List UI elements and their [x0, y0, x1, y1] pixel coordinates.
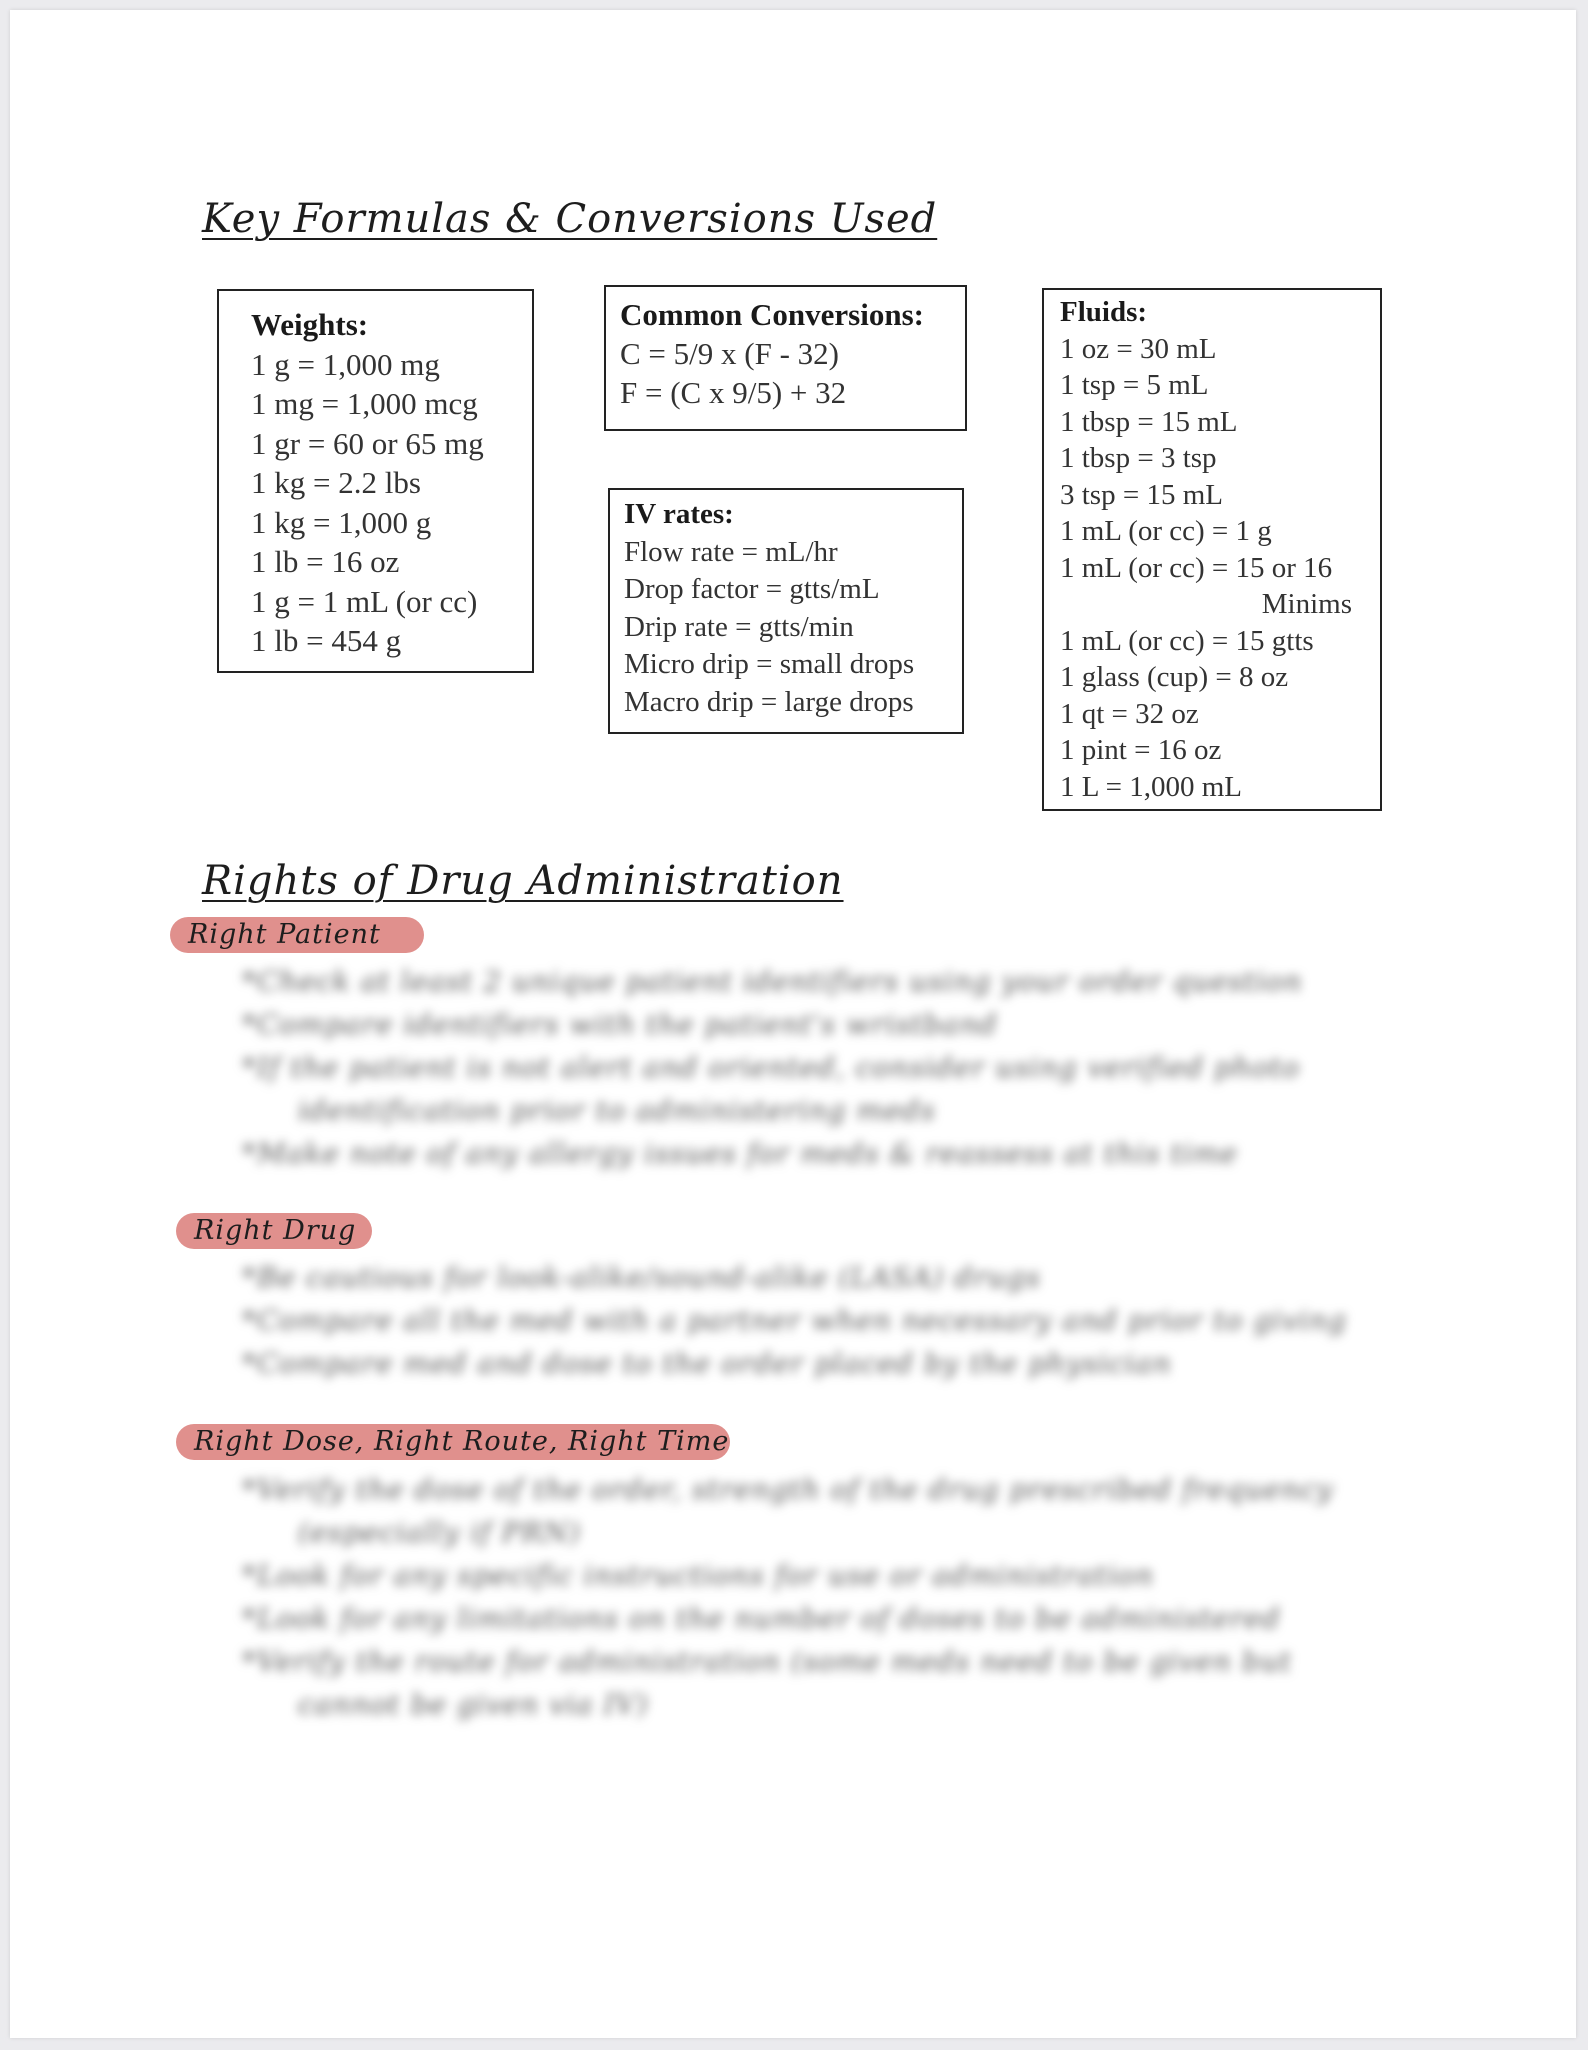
fluids-line: 1 oz = 30 mL	[1060, 332, 1217, 365]
note-line: *Verify the route for administration (some meds need to be given but	[242, 1645, 1293, 1678]
weights-line: 1 lb = 16 oz	[251, 544, 400, 579]
weights-heading: Weights:	[251, 307, 369, 342]
note-line: cannot be given via IV)	[298, 1688, 649, 1721]
fluids-line: 1 mL (or cc) = 15 gtts	[1060, 624, 1314, 657]
iv-line: Drop factor = gtts/mL	[624, 573, 880, 605]
note-line: (especially if PRN)	[298, 1516, 581, 1549]
fluids-line: 3 tsp = 15 mL	[1060, 478, 1223, 511]
fluids-line: 1 mL (or cc) = 1 g	[1060, 515, 1272, 547]
right-patient-notes	[242, 960, 1302, 1175]
weights-box	[217, 289, 534, 673]
iv-line: Drip rate = gtts/min	[624, 610, 854, 643]
iv-heading: IV rates:	[624, 498, 734, 530]
iv-line: Flow rate = mL/hr	[624, 535, 838, 568]
note-line: *Compare all the med with a partner when necessary and prior to giving	[242, 1304, 1347, 1337]
weights-line: 1 kg = 2.2 lbs	[251, 465, 421, 500]
note-line: *Be cautious for look-alike/sound-alike (LASA) drugs	[242, 1261, 1041, 1294]
note-line: *Verify the dose of the order, strength of the drug prescribed frequency	[242, 1473, 1334, 1506]
fluids-box	[1042, 288, 1382, 811]
right-drug-notes	[242, 1256, 1347, 1385]
weights-line: 1 gr = 60 or 65 mg	[251, 425, 484, 461]
weights-line: 1 kg = 1,000 g	[251, 504, 432, 540]
note-line: *Make note of any allergy issues for meds & reassess at this time	[242, 1137, 1238, 1170]
fluids-line: 1 tbsp = 15 mL	[1060, 405, 1238, 438]
fluids-line: 1 tsp = 5 mL	[1060, 369, 1209, 401]
common-heading: Common Conversions:	[620, 297, 924, 332]
fluids-line: 1 pint = 16 oz	[1060, 734, 1222, 766]
note-line: *Check at least 2 unique patient identifiers using your order question	[242, 965, 1303, 998]
weights-line: 1 mg = 1,000 mcg	[251, 386, 478, 421]
weights-line: 1 lb = 454 g	[251, 623, 402, 658]
fluids-heading: Fluids:	[1060, 296, 1148, 328]
iv-line: Macro drip = large drops	[624, 685, 914, 718]
note-line: identification prior to administering meds	[298, 1094, 936, 1127]
fluids-line: 1 glass (cup) = 8 oz	[1060, 661, 1289, 693]
formulas-title: Key Formulas & Conversions Used	[202, 196, 938, 242]
note-line: *Look for any limitations on the number of doses to be administered	[242, 1602, 1281, 1635]
right-dose-label: Right Dose, Right Route, Right Time	[176, 1424, 730, 1460]
iv-line: Micro drip = small drops	[624, 648, 915, 680]
iv-rates-box	[608, 488, 964, 734]
fluids-line: 1 mL (or cc) = 15 or 16	[1060, 551, 1333, 584]
fluids-line: Minims	[1261, 588, 1352, 620]
common-conversions-box	[604, 285, 967, 431]
note-line: *Look for any specific instructions for use or administration	[242, 1559, 1155, 1592]
right-drug-label: Right Drug	[176, 1213, 372, 1249]
document-page	[10, 10, 1576, 2038]
weights-line: 1 g = 1 mL (or cc)	[251, 583, 478, 619]
rights-title: Rights of Drug Administration	[202, 858, 844, 904]
right-patient-label: Right Patient	[170, 917, 424, 953]
common-line: C = 5/9 x (F - 32)	[620, 336, 839, 371]
weights-line: 1 g = 1,000 mg	[251, 346, 440, 382]
common-line: F = (C x 9/5) + 32	[620, 375, 847, 410]
fluids-line: 1 tbsp = 3 tsp	[1060, 442, 1217, 474]
note-line: *Compare identifiers with the patient's wristband	[242, 1008, 998, 1041]
note-line: *Compare med and dose to the order placed by the physician	[242, 1347, 1172, 1380]
fluids-line: 1 L = 1,000 mL	[1060, 770, 1243, 803]
note-line: *If the patient is not alert and oriented, consider using verified photo	[242, 1051, 1300, 1084]
fluids-line: 1 qt = 32 oz	[1060, 697, 1199, 730]
right-dose-notes	[242, 1468, 1333, 1726]
